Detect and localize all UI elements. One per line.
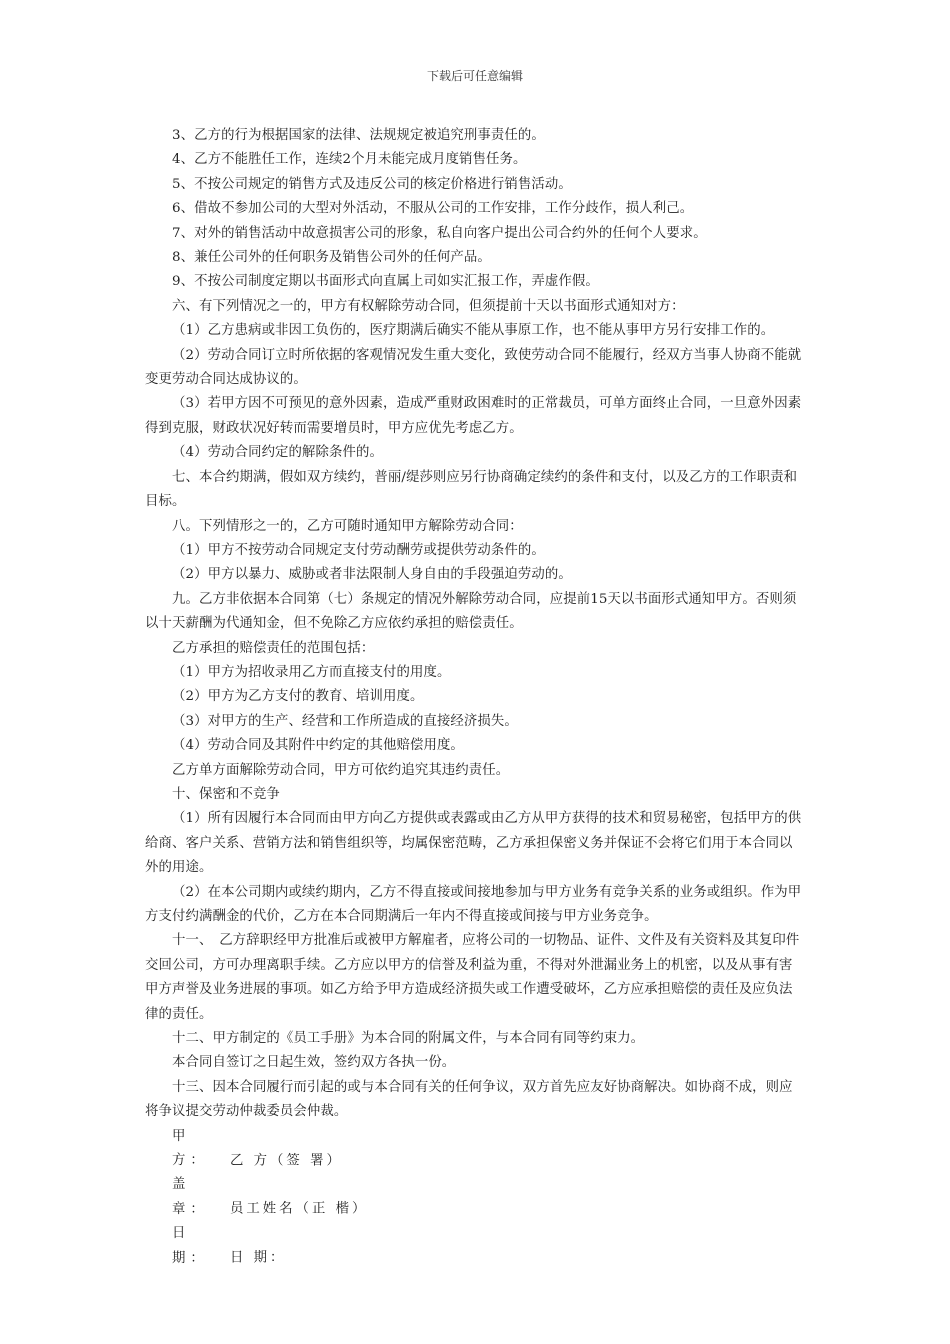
clause-paragraph: （1）乙方患病或非因工负伤的，医疗期满后确实不能从事原工作，也不能从事甲方另行安排工作的。 <box>172 323 775 339</box>
signature-value: 员工姓名（正 楷） <box>230 1201 369 1217</box>
clause-paragraph: （2）在本公司期内或续约期内，乙方不得直接或间接地参加与甲方业务有竞争关系的业务或组织。作为甲方支付约满酬金的代价，乙方在本合同期满后一年内不得直接或间接与甲方业务竞争。 <box>145 884 802 924</box>
contract-body <box>145 124 805 1271</box>
signature-value: 乙 方（签 署） <box>230 1153 343 1169</box>
clause-paragraph: （2）甲方以暴力、威胁或者非法限制人身自由的手段强迫劳动的。 <box>172 567 572 583</box>
clause-paragraph: 乙方承担的赔偿责任的范围包括： <box>172 640 375 656</box>
signature-row <box>145 1222 805 1271</box>
section-heading: 六、有下列情况之一的，甲方有权解除劳动合同，但须提前十天以书面形式通知对方： <box>172 298 685 314</box>
clause-paragraph: 7、对外的销售活动中故意损害公司的形象，私自向客户提出公司合约外的任何个人要求。 <box>172 225 707 241</box>
clause-paragraph: 6、借故不参加公司的大型对外活动，不服从公司的工作安排，工作分歧作，损人利己。 <box>172 201 694 217</box>
clause-paragraph: （2）甲方为乙方支付的教育、培训用度。 <box>172 689 424 705</box>
signature-row <box>145 1125 805 1174</box>
clause-paragraph: （4）劳动合同及其附件中约定的其他赔偿用度。 <box>172 738 464 754</box>
clause-paragraph: 4、乙方不能胜任工作，连续2个月未能完成月度销售任务。 <box>172 152 527 168</box>
signature-label: 盖 章： <box>172 1177 209 1217</box>
signature-label: 日 期： <box>172 1226 209 1266</box>
clause-paragraph: 乙方单方面解除劳动合同，甲方可依约追究其违约责任。 <box>172 762 510 778</box>
section-heading: 八。下列情形之一的，乙方可随时通知甲方解除劳动合同： <box>172 518 523 534</box>
clause-paragraph: 本合同自签订之日起生效，签约双方各执一份。 <box>172 1055 456 1071</box>
signature-row <box>145 1173 805 1222</box>
signature-label: 甲 方： <box>172 1128 209 1169</box>
clause-paragraph: 3、乙方的行为根据国家的法律、法规规定被追究刑事责任的。 <box>172 128 545 143</box>
clause-paragraph: （4）劳动合同约定的解除条件的。 <box>172 445 383 461</box>
signature-value: 日 期： <box>230 1250 287 1266</box>
clause-paragraph: 8、兼任公司外的任何职务及销售公司外的任何产品。 <box>172 250 491 266</box>
section-heading: 九。乙方非依据本合同第（七）条规定的情况外解除劳动合同，应提前15天以书面形式通知甲方。否则须以十天薪酬为代通知金，但不免除乙方应依约承担的赔偿责任。 <box>145 591 797 632</box>
clause-paragraph: （3）若甲方因不可预见的意外因素，造成严重财政困难时的正常裁员，可单方面终止合同，一旦意外因素得到克服，财政状况好转而需要增员时，甲方应优先考虑乙方。 <box>145 396 802 436</box>
clause-paragraph: 9、不按公司制度定期以书面形式向直属上司如实汇报工作，弄虚作假。 <box>172 274 599 290</box>
clause-paragraph: （1）甲方不按劳动合同规定支付劳动酬劳或提供劳动条件的。 <box>172 542 545 558</box>
section-heading: 十二、甲方制定的《员工手册》为本合同的附属文件，与本合同有同等约束力。 <box>172 1031 645 1047</box>
clause-paragraph: （2）劳动合同订立时所依据的客观情况发生重大变化，致使劳动合同不能履行，经双方当事人协商不能就变更劳动合同达成协议的。 <box>145 347 802 388</box>
page-header: 下载后可任意编辑 <box>426 69 523 83</box>
clause-paragraph: （1）所有因履行本合同而由甲方向乙方提供或表露或由乙方从甲方获得的技术和贸易秘密，包括甲方的供给商、客户关系、营销方法和销售组织等，均属保密范畴，乙方承担保密义务并保证不会将它们用于本合同以外的用途。 <box>145 811 802 876</box>
section-heading: 十一、 乙方辞职经甲方批准后或被甲方解雇者，应将公司的一切物品、证件、文件及有关资料及其复印件交回公司，方可办理离职手续。乙方应以甲方的信誉及利益为重，不得对外泄漏业务上的机密，以及从事有害甲方声誉及业务进展的事项。如乙方给予甲方造成经济损失或工作遭受破坏，乙方应承担赔偿的责任及应负法律的责任。 <box>145 933 800 1022</box>
section-heading: 七、本合约期满，假如双方续约，普丽/缇莎则应另行协商确定续约的条件和支付，以及乙方的工作职责和目标。 <box>145 469 798 510</box>
section-heading: 十三、因本合同履行而引起的或与本合同有关的任何争议，双方首先应友好协商解决。如协商不成，则应将争议提交劳动仲裁委员会仲裁。 <box>145 1079 793 1120</box>
clause-paragraph: （3）对甲方的生产、经营和工作所造成的直接经济损失。 <box>172 713 518 729</box>
clause-paragraph: 5、不按公司规定的销售方式及违反公司的核定价格进行销售活动。 <box>172 176 572 192</box>
clause-paragraph: （1）甲方为招收录用乙方而直接支付的用度。 <box>172 664 451 680</box>
section-heading: 十、保密和不竞争 <box>172 786 280 802</box>
